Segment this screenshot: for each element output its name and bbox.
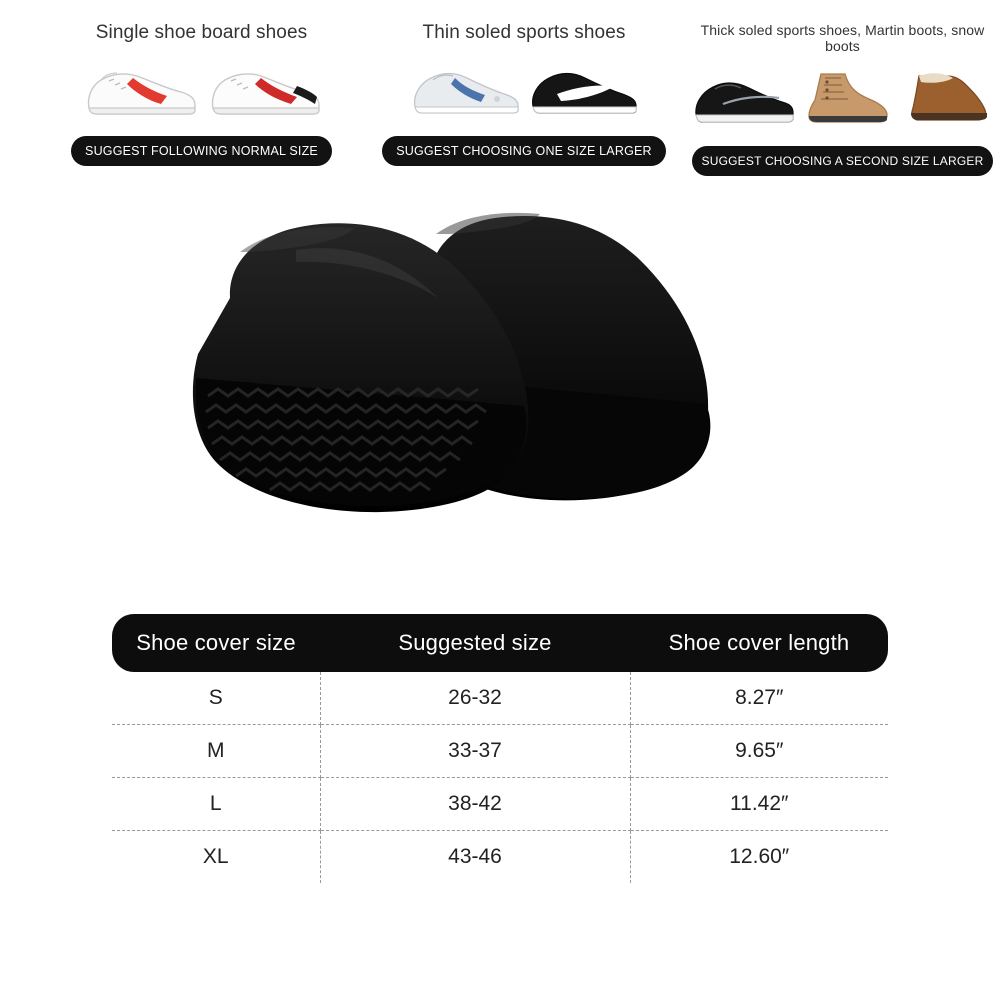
- table-header-cell: Shoe cover size: [112, 614, 320, 672]
- cell-suggested-size: 26-32: [320, 672, 630, 725]
- shoe-type-column-3: [675, 22, 1000, 176]
- white-red-stripe-sneaker-icon: [81, 64, 199, 122]
- column-title: Single shoe board shoes: [95, 22, 308, 43]
- size-suggestion-badge: SUGGEST CHOOSING A SECOND SIZE LARGER: [692, 146, 994, 176]
- cell-cover-length: 12.60″: [729, 845, 790, 868]
- shoe-covers-illustration: [100, 190, 900, 590]
- size-suggestion-badge: SUGGEST CHOOSING ONE SIZE LARGER: [382, 136, 666, 166]
- column-title: Thick soled sports shoes, Martin boots, snow boots: [700, 22, 985, 54]
- black-chunky-sneaker-icon: [691, 74, 795, 132]
- black-running-shoe-icon: [527, 64, 639, 122]
- white-black-stripe-sneaker-icon: [205, 64, 323, 122]
- cell-suggested-size: 38-42: [320, 778, 630, 831]
- shoe-type-column-2: [355, 22, 675, 176]
- cell-size: XL: [112, 831, 320, 884]
- table-row: [112, 672, 888, 725]
- shoe-images-group: [685, 66, 1000, 132]
- brown-snow-boot-icon: [903, 66, 995, 132]
- table-row: [112, 778, 888, 831]
- cell-cover-length: 8.27″: [630, 672, 888, 725]
- product-hero-image: [0, 190, 1000, 600]
- column-title: Thin soled sports shoes: [422, 22, 626, 43]
- grey-blue-running-shoe-icon: [409, 64, 521, 122]
- size-table: [112, 614, 888, 883]
- cell-cover-length: 11.42″: [630, 778, 888, 831]
- cell-size: L: [112, 778, 320, 831]
- shoe-images-group: [48, 56, 355, 122]
- tan-martin-boot-icon: [801, 66, 897, 132]
- table-header-cell: Shoe cover length: [630, 614, 888, 672]
- size-chart: [112, 614, 888, 883]
- cell-cover-length: 9.65″: [630, 725, 888, 778]
- table-row: [112, 831, 888, 884]
- table-header-row: [112, 614, 888, 672]
- cell-size: M: [112, 725, 320, 778]
- size-suggestion-badge: SUGGEST FOLLOWING NORMAL SIZE: [71, 136, 332, 166]
- cell-suggested-size: 33-37: [320, 725, 630, 778]
- table-row: [112, 725, 888, 778]
- shoe-images-group: [373, 56, 675, 122]
- shoe-type-column-1: [0, 22, 355, 176]
- cell-size: S: [112, 672, 320, 725]
- table-header-cell: Suggested size: [320, 614, 630, 672]
- shoe-type-guide: [0, 0, 1000, 176]
- cell-suggested-size: 43-46: [320, 831, 630, 884]
